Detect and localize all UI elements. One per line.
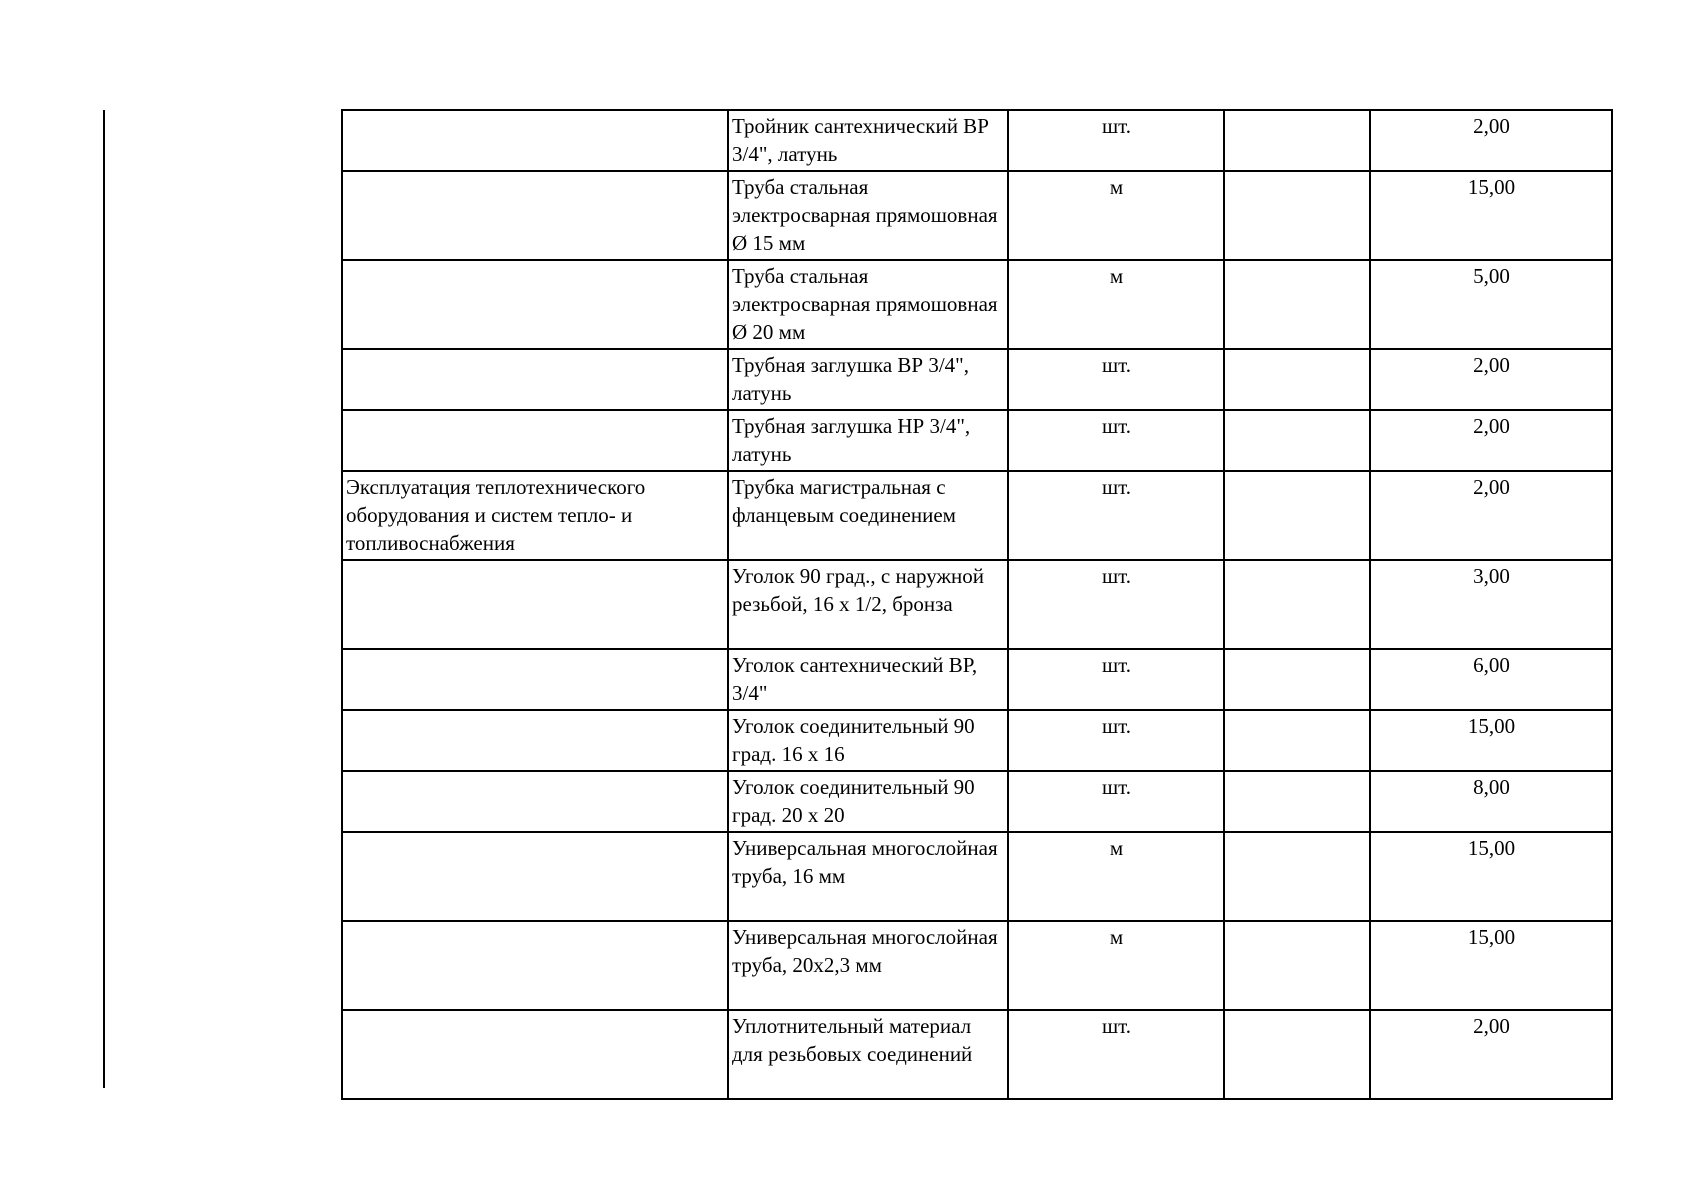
- category-cell: [342, 771, 728, 832]
- empty-cell: [1224, 410, 1370, 471]
- quantity-cell: 15,00: [1370, 171, 1612, 260]
- category-cell: [342, 832, 728, 921]
- quantity-cell: 2,00: [1370, 471, 1612, 560]
- category-cell: [342, 921, 728, 1010]
- unit-cell: м: [1008, 921, 1224, 1010]
- unit-cell: м: [1008, 171, 1224, 260]
- material-name-cell: Уголок соединительный 90 град. 16 х 16: [728, 710, 1008, 771]
- category-cell: [342, 349, 728, 410]
- empty-cell: [1224, 110, 1370, 171]
- empty-cell: [1224, 171, 1370, 260]
- category-cell: Эксплуатация теплотехнического оборудования и систем тепло- и топливоснабжения: [342, 471, 728, 560]
- table-row: [342, 832, 1612, 921]
- unit-cell: шт.: [1008, 771, 1224, 832]
- table-row: [342, 410, 1612, 471]
- quantity-cell: 15,00: [1370, 710, 1612, 771]
- materials-table: [341, 109, 1613, 1100]
- category-cell: [342, 1010, 728, 1099]
- quantity-cell: 2,00: [1370, 349, 1612, 410]
- category-cell: [342, 710, 728, 771]
- material-name-cell: Тройник сантехнический ВР 3/4", латунь: [728, 110, 1008, 171]
- table-row: [342, 260, 1612, 349]
- category-cell: [342, 260, 728, 349]
- quantity-cell: 15,00: [1370, 921, 1612, 1010]
- category-cell: [342, 171, 728, 260]
- empty-cell: [1224, 710, 1370, 771]
- empty-cell: [1224, 649, 1370, 710]
- empty-cell: [1224, 260, 1370, 349]
- material-name-cell: Труба стальная электросварная прямошовная Ø 20 мм: [728, 260, 1008, 349]
- material-name-cell: Труба стальная электросварная прямошовная Ø 15 мм: [728, 171, 1008, 260]
- category-cell: [342, 560, 728, 649]
- quantity-cell: 3,00: [1370, 560, 1612, 649]
- page-margin-line: [103, 110, 105, 1088]
- table-row: [342, 471, 1612, 560]
- table-row: [342, 649, 1612, 710]
- material-name-cell: Универсальная многослойная труба, 20х2,3 мм: [728, 921, 1008, 1010]
- quantity-cell: 2,00: [1370, 1010, 1612, 1099]
- empty-cell: [1224, 1010, 1370, 1099]
- category-cell: [342, 649, 728, 710]
- table-row: [342, 110, 1612, 171]
- table-row: [342, 771, 1612, 832]
- empty-cell: [1224, 560, 1370, 649]
- table-row: [342, 1010, 1612, 1099]
- quantity-cell: 5,00: [1370, 260, 1612, 349]
- table-row: [342, 710, 1612, 771]
- material-name-cell: Уплотнительный материал для резьбовых соединений: [728, 1010, 1008, 1099]
- table-row: [342, 349, 1612, 410]
- unit-cell: шт.: [1008, 349, 1224, 410]
- unit-cell: м: [1008, 260, 1224, 349]
- quantity-cell: 2,00: [1370, 110, 1612, 171]
- material-name-cell: Универсальная многослойная труба, 16 мм: [728, 832, 1008, 921]
- unit-cell: шт.: [1008, 471, 1224, 560]
- material-name-cell: Трубка магистральная с фланцевым соединением: [728, 471, 1008, 560]
- empty-cell: [1224, 471, 1370, 560]
- category-cell: [342, 410, 728, 471]
- unit-cell: шт.: [1008, 649, 1224, 710]
- quantity-cell: 6,00: [1370, 649, 1612, 710]
- empty-cell: [1224, 921, 1370, 1010]
- unit-cell: шт.: [1008, 710, 1224, 771]
- quantity-cell: 15,00: [1370, 832, 1612, 921]
- table-row: [342, 560, 1612, 649]
- quantity-cell: 2,00: [1370, 410, 1612, 471]
- empty-cell: [1224, 832, 1370, 921]
- material-name-cell: Уголок соединительный 90 град. 20 х 20: [728, 771, 1008, 832]
- category-cell: [342, 110, 728, 171]
- unit-cell: шт.: [1008, 110, 1224, 171]
- table-row: [342, 921, 1612, 1010]
- empty-cell: [1224, 349, 1370, 410]
- unit-cell: шт.: [1008, 410, 1224, 471]
- material-name-cell: Уголок 90 град., с наружной резьбой, 16 х 1/2, бронза: [728, 560, 1008, 649]
- material-name-cell: Уголок сантехнический ВР, 3/4": [728, 649, 1008, 710]
- table-row: [342, 171, 1612, 260]
- material-name-cell: Трубная заглушка ВР 3/4", латунь: [728, 349, 1008, 410]
- unit-cell: шт.: [1008, 1010, 1224, 1099]
- quantity-cell: 8,00: [1370, 771, 1612, 832]
- unit-cell: м: [1008, 832, 1224, 921]
- material-name-cell: Трубная заглушка НР 3/4", латунь: [728, 410, 1008, 471]
- empty-cell: [1224, 771, 1370, 832]
- unit-cell: шт.: [1008, 560, 1224, 649]
